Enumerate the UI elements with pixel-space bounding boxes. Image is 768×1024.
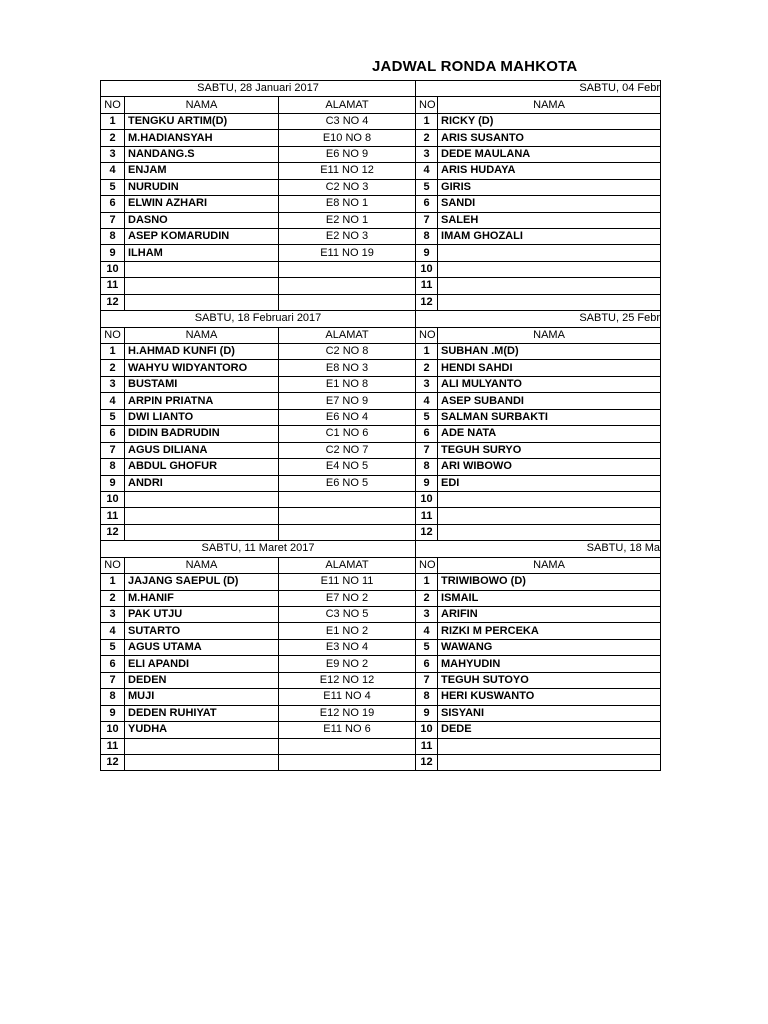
member-name: HERI KUSWANTO xyxy=(438,689,661,705)
date-row xyxy=(101,311,661,327)
row-number: 2 xyxy=(416,360,438,376)
page-title: JADWAL RONDA MAHKOTA xyxy=(372,58,578,75)
member-name: TENGKU ARTIM(D) xyxy=(125,113,279,129)
table-row xyxy=(101,508,661,524)
table-row xyxy=(101,442,661,458)
member-address xyxy=(279,754,416,770)
member-address: E1 NO 2 xyxy=(279,623,416,639)
header-no: NO xyxy=(416,327,438,343)
row-number: 4 xyxy=(101,623,125,639)
member-name: WAWANG xyxy=(438,639,661,655)
member-address: E6 NO 9 xyxy=(279,146,416,162)
table-row xyxy=(101,245,661,261)
member-name xyxy=(438,261,661,277)
member-name: SANDI xyxy=(438,196,661,212)
row-number: 10 xyxy=(101,261,125,277)
member-address: E6 NO 5 xyxy=(279,475,416,491)
table-row xyxy=(101,278,661,294)
table-row xyxy=(101,376,661,392)
header-row xyxy=(101,97,661,113)
row-number: 7 xyxy=(416,212,438,228)
table-row xyxy=(101,261,661,277)
row-number: 2 xyxy=(101,360,125,376)
row-number: 5 xyxy=(416,639,438,655)
schedule-date-right: SABTU, 25 Febr xyxy=(416,311,661,327)
table-row xyxy=(101,738,661,754)
member-name: RICKY (D) xyxy=(438,113,661,129)
member-name xyxy=(438,754,661,770)
table-row xyxy=(101,409,661,425)
row-number: 9 xyxy=(416,475,438,491)
table-row xyxy=(101,179,661,195)
member-name: ANDRI xyxy=(125,475,279,491)
schedule-date-left: SABTU, 28 Januari 2017 xyxy=(101,81,416,97)
row-number: 7 xyxy=(416,672,438,688)
member-name xyxy=(438,294,661,310)
member-address: C2 NO 3 xyxy=(279,179,416,195)
row-number: 4 xyxy=(101,163,125,179)
member-address: E2 NO 1 xyxy=(279,212,416,228)
member-name: ILHAM xyxy=(125,245,279,261)
header-nama: NAMA xyxy=(125,97,279,113)
member-address: E6 NO 4 xyxy=(279,409,416,425)
member-name: MAHYUDIN xyxy=(438,656,661,672)
table-row xyxy=(101,754,661,770)
member-name: AGUS DILIANA xyxy=(125,442,279,458)
schedule-date-right: SABTU, 04 Febr xyxy=(416,81,661,97)
member-address xyxy=(279,738,416,754)
member-name xyxy=(125,508,279,524)
table-row xyxy=(101,639,661,655)
member-address: E11 NO 11 xyxy=(279,574,416,590)
schedule-table xyxy=(100,80,661,771)
header-nama: NAMA xyxy=(125,557,279,573)
row-number: 6 xyxy=(101,426,125,442)
member-name: HENDI SAHDI xyxy=(438,360,661,376)
table-row xyxy=(101,475,661,491)
member-name: EDI xyxy=(438,475,661,491)
table-row xyxy=(101,590,661,606)
row-number: 5 xyxy=(416,179,438,195)
member-name: PAK UTJU xyxy=(125,607,279,623)
table-row xyxy=(101,459,661,475)
member-address: E9 NO 2 xyxy=(279,656,416,672)
row-number: 11 xyxy=(101,508,125,524)
member-address: C2 NO 7 xyxy=(279,442,416,458)
member-name: DIDIN BADRUDIN xyxy=(125,426,279,442)
date-row xyxy=(101,541,661,557)
row-number: 2 xyxy=(101,130,125,146)
row-number: 4 xyxy=(416,163,438,179)
table-row xyxy=(101,656,661,672)
table-row xyxy=(101,574,661,590)
member-name: SUBHAN .M(D) xyxy=(438,344,661,360)
row-number: 9 xyxy=(101,475,125,491)
member-name xyxy=(125,738,279,754)
row-number: 12 xyxy=(416,294,438,310)
member-address: E2 NO 3 xyxy=(279,228,416,244)
row-number: 5 xyxy=(101,409,125,425)
member-name: DASNO xyxy=(125,212,279,228)
member-address: C3 NO 4 xyxy=(279,113,416,129)
member-name: ARIFIN xyxy=(438,607,661,623)
member-name xyxy=(125,261,279,277)
member-address: C3 NO 5 xyxy=(279,607,416,623)
member-name: TEGUH SUTOYO xyxy=(438,672,661,688)
member-name: ADE NATA xyxy=(438,426,661,442)
member-name: SISYANI xyxy=(438,705,661,721)
member-address: E11 NO 12 xyxy=(279,163,416,179)
member-name: MUJI xyxy=(125,689,279,705)
member-address: C2 NO 8 xyxy=(279,344,416,360)
header-nama: NAMA xyxy=(438,97,661,113)
member-name: ENJAM xyxy=(125,163,279,179)
row-number: 6 xyxy=(416,196,438,212)
row-number: 11 xyxy=(416,508,438,524)
row-number: 10 xyxy=(101,722,125,738)
row-number: 3 xyxy=(101,146,125,162)
table-row xyxy=(101,360,661,376)
member-name xyxy=(438,524,661,540)
row-number: 1 xyxy=(416,113,438,129)
member-name: TRIWIBOWO (D) xyxy=(438,574,661,590)
member-name: SUTARTO xyxy=(125,623,279,639)
member-name xyxy=(438,245,661,261)
row-number: 12 xyxy=(101,754,125,770)
member-address: E10 NO 8 xyxy=(279,130,416,146)
row-number: 2 xyxy=(416,130,438,146)
row-number: 2 xyxy=(101,590,125,606)
member-name xyxy=(125,491,279,507)
row-number: 5 xyxy=(101,639,125,655)
row-number: 8 xyxy=(416,228,438,244)
row-number: 3 xyxy=(101,607,125,623)
row-number: 4 xyxy=(416,393,438,409)
row-number: 10 xyxy=(416,722,438,738)
member-address: E12 NO 12 xyxy=(279,672,416,688)
header-row xyxy=(101,557,661,573)
member-name: DWI LIANTO xyxy=(125,409,279,425)
table-row xyxy=(101,163,661,179)
member-name: ISMAIL xyxy=(438,590,661,606)
row-number: 6 xyxy=(101,196,125,212)
row-number: 9 xyxy=(101,245,125,261)
member-name: NANDANG.S xyxy=(125,146,279,162)
table-row xyxy=(101,705,661,721)
member-name: ELI APANDI xyxy=(125,656,279,672)
header-no: NO xyxy=(101,97,125,113)
row-number: 12 xyxy=(416,524,438,540)
member-address xyxy=(279,491,416,507)
member-name: JAJANG SAEPUL (D) xyxy=(125,574,279,590)
member-name xyxy=(438,508,661,524)
member-name xyxy=(438,738,661,754)
member-address: E11 NO 19 xyxy=(279,245,416,261)
member-address xyxy=(279,294,416,310)
table-row xyxy=(101,196,661,212)
row-number: 6 xyxy=(416,426,438,442)
row-number: 3 xyxy=(416,146,438,162)
member-name: M.HADIANSYAH xyxy=(125,130,279,146)
member-name xyxy=(125,754,279,770)
row-number: 1 xyxy=(416,344,438,360)
header-row xyxy=(101,327,661,343)
member-name: ASEP KOMARUDIN xyxy=(125,228,279,244)
member-address xyxy=(279,508,416,524)
row-number: 1 xyxy=(101,574,125,590)
member-name: IMAM GHOZALI xyxy=(438,228,661,244)
member-address: E3 NO 4 xyxy=(279,639,416,655)
member-name: AGUS UTAMA xyxy=(125,639,279,655)
member-address: E7 NO 9 xyxy=(279,393,416,409)
row-number: 3 xyxy=(416,376,438,392)
table-row xyxy=(101,689,661,705)
row-number: 7 xyxy=(101,672,125,688)
row-number: 1 xyxy=(101,113,125,129)
member-address: E4 NO 5 xyxy=(279,459,416,475)
header-nama: NAMA xyxy=(125,327,279,343)
member-name xyxy=(125,278,279,294)
row-number: 10 xyxy=(101,491,125,507)
table-row xyxy=(101,212,661,228)
member-name: DEDE MAULANA xyxy=(438,146,661,162)
table-row xyxy=(101,130,661,146)
table-row xyxy=(101,426,661,442)
schedule-sheet xyxy=(100,80,661,774)
row-number: 10 xyxy=(416,261,438,277)
row-number: 5 xyxy=(416,409,438,425)
member-address: E8 NO 3 xyxy=(279,360,416,376)
row-number: 6 xyxy=(101,656,125,672)
date-row xyxy=(101,81,661,97)
member-name: M.HANIF xyxy=(125,590,279,606)
member-name: ELWIN AZHARI xyxy=(125,196,279,212)
member-name: DEDEN RUHIYAT xyxy=(125,705,279,721)
member-name: TEGUH SURYO xyxy=(438,442,661,458)
member-address: E11 NO 6 xyxy=(279,722,416,738)
schedule-date-left: SABTU, 11 Maret 2017 xyxy=(101,541,416,557)
header-alamat: ALAMAT xyxy=(279,327,416,343)
member-name: ABDUL GHOFUR xyxy=(125,459,279,475)
member-name: ARPIN PRIATNA xyxy=(125,393,279,409)
member-name: ALI MULYANTO xyxy=(438,376,661,392)
table-row xyxy=(101,228,661,244)
header-alamat: ALAMAT xyxy=(279,97,416,113)
row-number: 8 xyxy=(416,689,438,705)
table-row xyxy=(101,491,661,507)
row-number: 4 xyxy=(101,393,125,409)
member-name xyxy=(125,294,279,310)
member-name: WAHYU WIDYANTORO xyxy=(125,360,279,376)
row-number: 11 xyxy=(416,278,438,294)
member-name: DEDEN xyxy=(125,672,279,688)
member-name: NURUDIN xyxy=(125,179,279,195)
header-nama: NAMA xyxy=(438,557,661,573)
schedule-date-left: SABTU, 18 Februari 2017 xyxy=(101,311,416,327)
member-address: E8 NO 1 xyxy=(279,196,416,212)
header-no: NO xyxy=(101,327,125,343)
member-name: DEDE xyxy=(438,722,661,738)
member-name: RIZKI M PERCEKA xyxy=(438,623,661,639)
member-name: ARIS HUDAYA xyxy=(438,163,661,179)
member-name: ASEP SUBANDI xyxy=(438,393,661,409)
row-number: 1 xyxy=(101,344,125,360)
row-number: 12 xyxy=(416,754,438,770)
row-number: 7 xyxy=(416,442,438,458)
member-name xyxy=(438,491,661,507)
member-name: ARIS SUSANTO xyxy=(438,130,661,146)
member-name: ARI WIBOWO xyxy=(438,459,661,475)
header-nama: NAMA xyxy=(438,327,661,343)
row-number: 1 xyxy=(416,574,438,590)
row-number: 8 xyxy=(101,459,125,475)
row-number: 10 xyxy=(416,491,438,507)
row-number: 3 xyxy=(101,376,125,392)
row-number: 12 xyxy=(101,294,125,310)
member-address xyxy=(279,278,416,294)
member-address: E1 NO 8 xyxy=(279,376,416,392)
table-row xyxy=(101,623,661,639)
row-number: 9 xyxy=(101,705,125,721)
row-number: 5 xyxy=(101,179,125,195)
member-name: BUSTAMI xyxy=(125,376,279,392)
row-number: 3 xyxy=(416,607,438,623)
member-name xyxy=(438,278,661,294)
member-address: C1 NO 6 xyxy=(279,426,416,442)
row-number: 11 xyxy=(101,738,125,754)
header-no: NO xyxy=(416,557,438,573)
table-row xyxy=(101,146,661,162)
member-address: E12 NO 19 xyxy=(279,705,416,721)
member-name: H.AHMAD KUNFI (D) xyxy=(125,344,279,360)
member-address: E7 NO 2 xyxy=(279,590,416,606)
member-address xyxy=(279,524,416,540)
table-row xyxy=(101,524,661,540)
row-number: 11 xyxy=(416,738,438,754)
row-number: 7 xyxy=(101,442,125,458)
header-no: NO xyxy=(101,557,125,573)
member-address: E11 NO 4 xyxy=(279,689,416,705)
table-row xyxy=(101,294,661,310)
schedule-date-right: SABTU, 18 Ma xyxy=(416,541,661,557)
table-row xyxy=(101,722,661,738)
table-row xyxy=(101,393,661,409)
row-number: 8 xyxy=(101,689,125,705)
row-number: 4 xyxy=(416,623,438,639)
row-number: 6 xyxy=(416,656,438,672)
row-number: 11 xyxy=(101,278,125,294)
row-number: 8 xyxy=(416,459,438,475)
table-row xyxy=(101,672,661,688)
member-name: YUDHA xyxy=(125,722,279,738)
row-number: 2 xyxy=(416,590,438,606)
member-name: GIRIS xyxy=(438,179,661,195)
member-name xyxy=(125,524,279,540)
row-number: 8 xyxy=(101,228,125,244)
table-row xyxy=(101,607,661,623)
member-name: SALMAN SURBAKTI xyxy=(438,409,661,425)
row-number: 9 xyxy=(416,245,438,261)
table-row xyxy=(101,113,661,129)
header-no: NO xyxy=(416,97,438,113)
row-number: 7 xyxy=(101,212,125,228)
header-alamat: ALAMAT xyxy=(279,557,416,573)
table-row xyxy=(101,344,661,360)
row-number: 9 xyxy=(416,705,438,721)
member-name: SALEH xyxy=(438,212,661,228)
member-address xyxy=(279,261,416,277)
row-number: 12 xyxy=(101,524,125,540)
